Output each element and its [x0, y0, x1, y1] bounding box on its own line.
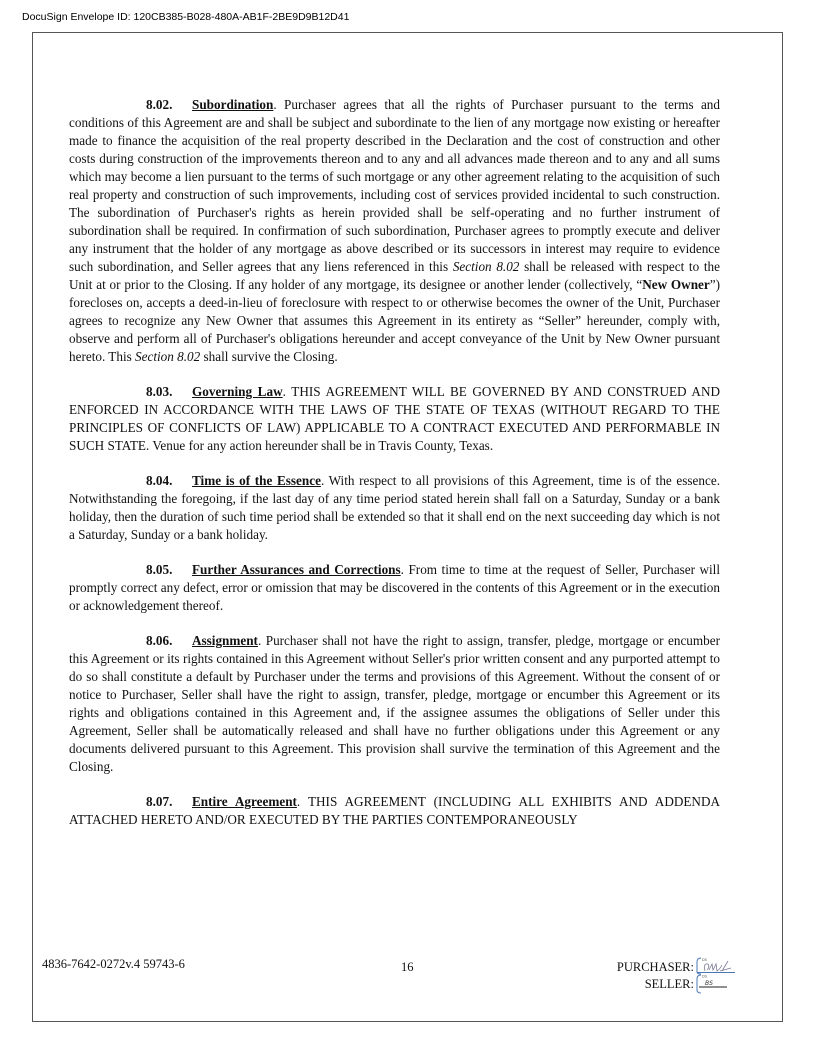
section-8-02 [69, 96, 720, 366]
docusign-tag: DS [702, 958, 707, 962]
section-text: ”) forecloses on, accepts a deed-in-lieu of foreclosure with respect to or otherwise becomes the owner of the Unit, Purchaser agrees to recognize any New Owner that assumes this Agreement in its entirety as “Seller” hereunder, comply with, observe and perform all of Purchaser's obligations hereunder and accept conveyance of the Unit by New Owner pursuant hereto. This [69, 277, 720, 364]
section-text: . From time to time at the request of Seller, Purchaser will promptly correct any defect, error or omission that may be discovered in the contents of this Agreement or in the execution or acknowledgement thereof. [69, 562, 720, 613]
section-text: shall be released with respect to the Unit at or prior to the Closing. If any holder of any mortgage, its designee or another lender (collectively, “ [69, 259, 720, 292]
section-number: 8.06. [146, 633, 173, 648]
section-number: 8.04. [146, 473, 173, 488]
section-text: . Purchaser shall not have the right to assign, transfer, pledge, mortgage or encumber this Agreement or its rights contained in this Agreement without Seller's prior written consent and any purported attempt to do so shall constitute a default by Purchaser under the terms and provisions of this Agreement. Without the consent of or notice to Purchaser, Seller shall have the right to assign, transfer, pledge, mortgage or encumber this Agreement or its rights and obligations contained in this Agreement and, if the assignee assumes the obligations of Seller under this Agreement, Seller shall be automatically released and shall have no further obligations under this Agreement or any documents delivered pursuant to this Agreement. This provision shall survive the termination of this Agreement and the Closing. [69, 633, 720, 774]
seller-label: SELLER: [644, 977, 694, 991]
section-reference: Section 8.02 [452, 259, 520, 274]
docusign-tag: DS [702, 974, 707, 979]
section-heading: Time is of the Essence [192, 473, 321, 488]
section-text: shall survive the Closing. [200, 349, 338, 364]
section-text: . Purchaser agrees that all the rights of Purchaser pursuant to the terms and conditions of this Agreement are and shall be subject and subordinate to the lien of any mortgage now existing or hereafter made to finance the acquisition of the real property described in the Declaration and the cost of construction and other costs during construction of the improvements thereon and to any and all advances made thereon and to any and all sums which may become a lien pursuant to the terms of such mortgage or any other agreement relating to the acquisition of such real property and construction of such improvements, including cost of services provided incidental to such construction. The subordination of Purchaser's rights as herein provided shall be self-operating and no further instrument of subordination shall be required. In confirmation of such subordination, Purchaser agrees to promptly execute and deliver any instrument that the holder of any mortgage as above described or its successors in interest may require to evidence such subordination, and Seller agrees that any liens referenced in this [69, 97, 720, 274]
envelope-id: DocuSign Envelope ID: 120CB385-B028-480A-AB1F-2BE9D9B12D41 [22, 11, 350, 23]
section-8-03 [69, 383, 720, 455]
page-number: 16 [401, 960, 414, 974]
section-8-06 [69, 632, 720, 776]
defined-term: New Owner [642, 277, 710, 292]
section-heading: Further Assurances and Corrections [192, 562, 401, 577]
purchaser-initials-signature [704, 961, 731, 971]
initials-labels [617, 959, 694, 993]
document-body [69, 96, 720, 846]
section-text: . With respect to all provisions of this Agreement, time is of the essence. Notwithstanding the foregoing, if the last day of any time period stated herein shall fall on a Saturday, Sunday or a bank holiday, then the duration of such time period shall be extended so that it shall end on the next succeeding day which is not a Saturday, Sunday or a bank holiday. [69, 473, 720, 542]
initials-fields [695, 955, 743, 997]
section-number: 8.07. [146, 794, 173, 809]
purchaser-label: PURCHASER: [616, 960, 694, 974]
section-8-05 [69, 561, 720, 615]
section-text: . THIS AGREEMENT WILL BE GOVERNED BY AND CONSTRUED AND ENFORCED IN ACCORDANCE WITH THE LAWS OF THE STATE OF TEXAS (WITHOUT REGARD TO THE PRINCIPLES OF CONFLICTS OF LAW) APPLICABLE TO A CONTRACT EXECUTED AND PERFORMABLE IN SUCH STATE. Venue for any action hereunder shall be in Travis County, Texas. [69, 384, 720, 453]
seller-initials-field[interactable] [697, 975, 727, 994]
section-text: . THIS AGREEMENT (INCLUDING ALL EXHIBITS AND ADDENDA ATTACHED HERETO AND/OR EXECUTED BY THE PARTIES CONTEMPORANEOUSLY [69, 794, 720, 827]
section-number: 8.03. [146, 384, 173, 399]
document-number: 4836-7642-0272v.4 59743-6 [42, 957, 185, 971]
section-heading: Assignment [192, 633, 258, 648]
purchaser-initials-field[interactable] [697, 958, 735, 974]
section-heading: Subordination [192, 97, 274, 112]
section-reference: Section 8.02 [135, 349, 201, 364]
seller-initials-signature: BS [705, 980, 713, 987]
section-heading: Entire Agreement [192, 794, 297, 809]
section-number: 8.05. [146, 562, 173, 577]
section-8-04 [69, 472, 720, 544]
section-8-07 [69, 793, 720, 829]
section-heading: Governing Law [192, 384, 283, 399]
section-number: 8.02. [146, 97, 173, 112]
